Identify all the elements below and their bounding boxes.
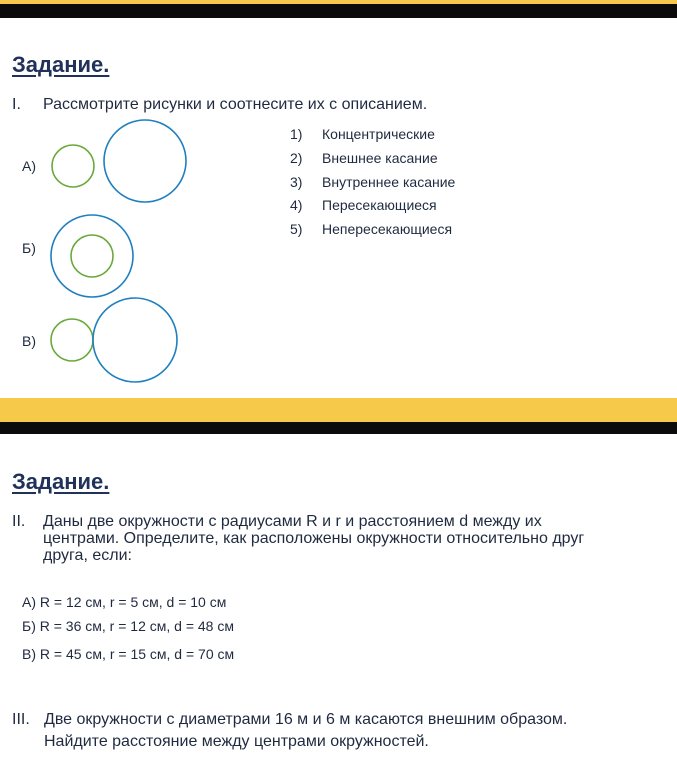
task2-number: II. (12, 513, 26, 530)
figure-label-b: Б) (22, 240, 36, 256)
task3-line-1: Две окружности с диаметрами 16 м и 6 м касаются внешним образом. (44, 711, 568, 728)
option-4-number: 4) (290, 197, 303, 213)
option-4-text: Пересекающиеся (322, 197, 437, 213)
option-1-number: 1) (290, 126, 303, 142)
option-1-text: Концентрические (322, 126, 435, 142)
task1-text: Рассмотрите рисунки и соотнесите их с описанием. (43, 96, 428, 113)
task1-number: I. (12, 96, 21, 113)
case-v: В) R = 45 см, r = 15 см, d = 70 см (22, 646, 235, 662)
task3-line-2: Найдите расстояние между центрами окружностей. (44, 733, 429, 750)
slide1-heading: Задание. (12, 52, 110, 77)
task3-number: III. (12, 711, 30, 728)
figure-a-small-circle (52, 145, 94, 187)
task2-line-1: Даны две окружности с радиусами R и r и расстоянием d между их (43, 513, 542, 530)
task2-line-3: друга, если: (43, 547, 132, 564)
figure-v-large-circle (93, 298, 177, 382)
case-b: Б) R = 36 см, r = 12 см, d = 48 см (22, 618, 234, 634)
figure-label-a: А) (22, 158, 36, 174)
task2-line-2: центрами. Определите, как расположены окружности относительно друг (43, 530, 585, 547)
figure-a-large-circle (104, 120, 186, 202)
option-5-number: 5) (290, 221, 303, 237)
figure-label-v: В) (22, 333, 36, 349)
figure-b-outer-circle (51, 215, 133, 297)
option-3-text: Внутреннее касание (322, 174, 456, 190)
figure-b-inner-circle (71, 235, 113, 277)
option-5-text: Непересекающиеся (322, 221, 453, 237)
slide2-heading: Задание. (12, 469, 110, 494)
option-2-number: 2) (290, 150, 303, 166)
slide-divider-black (0, 422, 677, 434)
option-2-text: Внешнее касание (322, 150, 438, 166)
option-3-number: 3) (290, 174, 303, 190)
case-a: А) R = 12 см, r = 5 см, d = 10 см (22, 594, 227, 610)
slide-divider-yellow (0, 398, 677, 422)
figure-v-small-circle (51, 319, 93, 361)
